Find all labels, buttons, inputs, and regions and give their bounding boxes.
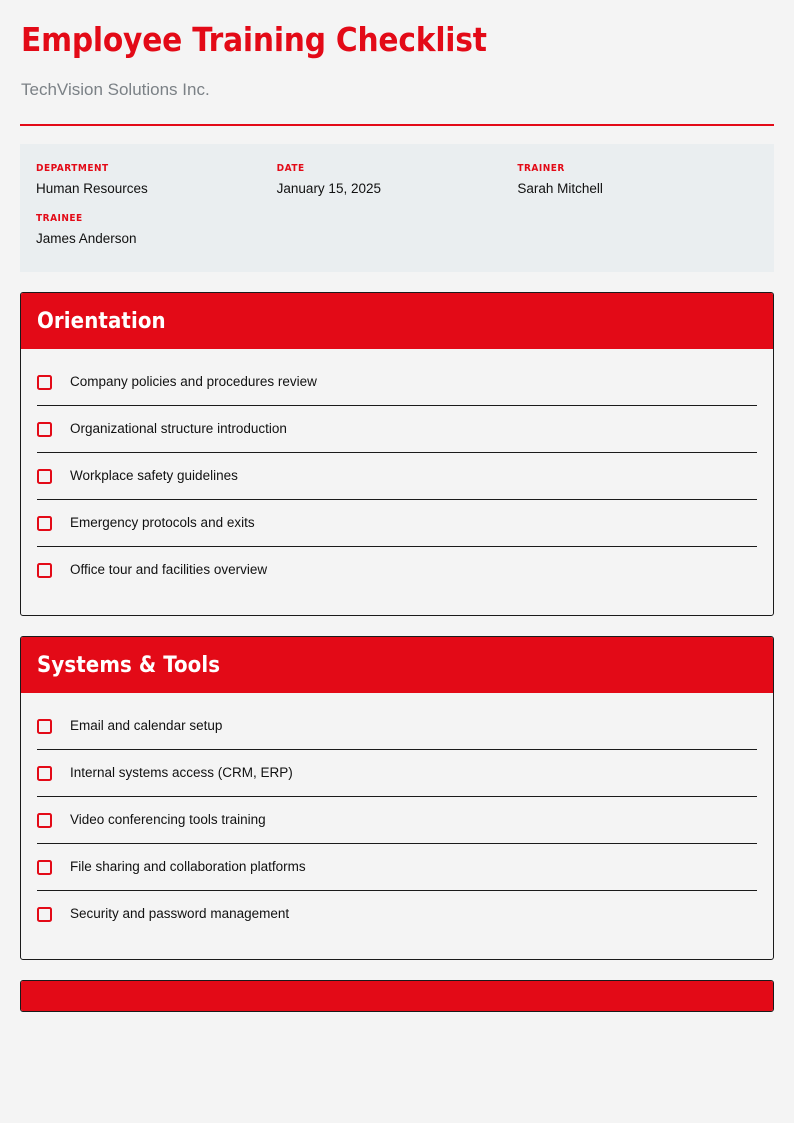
meta-value-department: Human Resources — [36, 181, 148, 196]
checklist-item[interactable] — [37, 750, 757, 797]
checklist-item[interactable] — [37, 844, 757, 891]
checklist-item-label: Internal systems access (CRM, ERP) — [70, 765, 293, 780]
checklist-item-label: Security and password management — [70, 906, 290, 921]
checklist-item-label: File sharing and collaboration platforms — [70, 859, 306, 874]
meta-field-trainee — [36, 212, 277, 250]
document-header — [20, 20, 774, 126]
checklist-item[interactable] — [37, 500, 757, 547]
checklist-item-label: Office tour and facilities overview — [70, 562, 268, 577]
checkbox-icon[interactable] — [37, 860, 52, 875]
section-body-orientation — [21, 349, 773, 615]
company-subtitle: TechVision Solutions Inc. — [21, 80, 210, 99]
meta-panel — [20, 144, 774, 272]
checklist-item[interactable] — [37, 406, 757, 453]
checkbox-icon[interactable] — [37, 563, 52, 578]
meta-label-trainee: TRAINEE — [36, 213, 83, 224]
checklist-item-label: Company policies and procedures review — [70, 374, 317, 389]
section-card-orientation — [20, 292, 774, 616]
section-body-systems-tools — [21, 693, 773, 959]
section-title-orientation: Orientation — [37, 309, 166, 334]
section-header-next — [21, 981, 773, 1011]
checkbox-icon[interactable] — [37, 907, 52, 922]
checkbox-icon[interactable] — [37, 375, 52, 390]
section-title-systems-tools: Systems & Tools — [37, 653, 221, 678]
checklist-item-label: Emergency protocols and exits — [70, 515, 255, 530]
checkbox-icon[interactable] — [37, 719, 52, 734]
meta-value-date: January 15, 2025 — [276, 181, 381, 196]
section-card-systems-tools — [20, 636, 774, 960]
meta-label-trainer: TRAINER — [517, 163, 565, 174]
checkbox-icon[interactable] — [37, 813, 52, 828]
page-title: Employee Training Checklist — [21, 20, 487, 59]
section-card-next — [20, 980, 774, 1012]
checklist-item[interactable] — [37, 891, 757, 945]
checklist-item-label: Workplace safety guidelines — [70, 468, 238, 483]
checklist-item-label: Video conferencing tools training — [70, 812, 266, 827]
checklist-item-label: Email and calendar setup — [70, 718, 223, 733]
meta-label-date: DATE — [276, 163, 305, 174]
meta-value-trainee: James Anderson — [36, 231, 137, 246]
checklist-item[interactable] — [37, 453, 757, 500]
meta-label-department: DEPARTMENT — [36, 163, 109, 174]
checklist-item[interactable] — [37, 703, 757, 750]
section-header-orientation — [21, 293, 773, 349]
meta-field-department — [36, 162, 277, 200]
checklist-item-label: Organizational structure introduction — [70, 421, 287, 436]
checkbox-icon[interactable] — [37, 516, 52, 531]
header-divider — [20, 124, 774, 126]
checklist-item[interactable] — [37, 359, 757, 406]
checklist-item[interactable] — [37, 797, 757, 844]
meta-field-date — [277, 162, 518, 200]
checkbox-icon[interactable] — [37, 469, 52, 484]
section-header-systems-tools — [21, 637, 773, 693]
checkbox-icon[interactable] — [37, 422, 52, 437]
meta-field-trainer — [517, 162, 758, 200]
meta-grid — [36, 162, 758, 250]
checkbox-icon[interactable] — [37, 766, 52, 781]
meta-value-trainer: Sarah Mitchell — [517, 181, 603, 196]
checklist-item[interactable] — [37, 547, 757, 601]
